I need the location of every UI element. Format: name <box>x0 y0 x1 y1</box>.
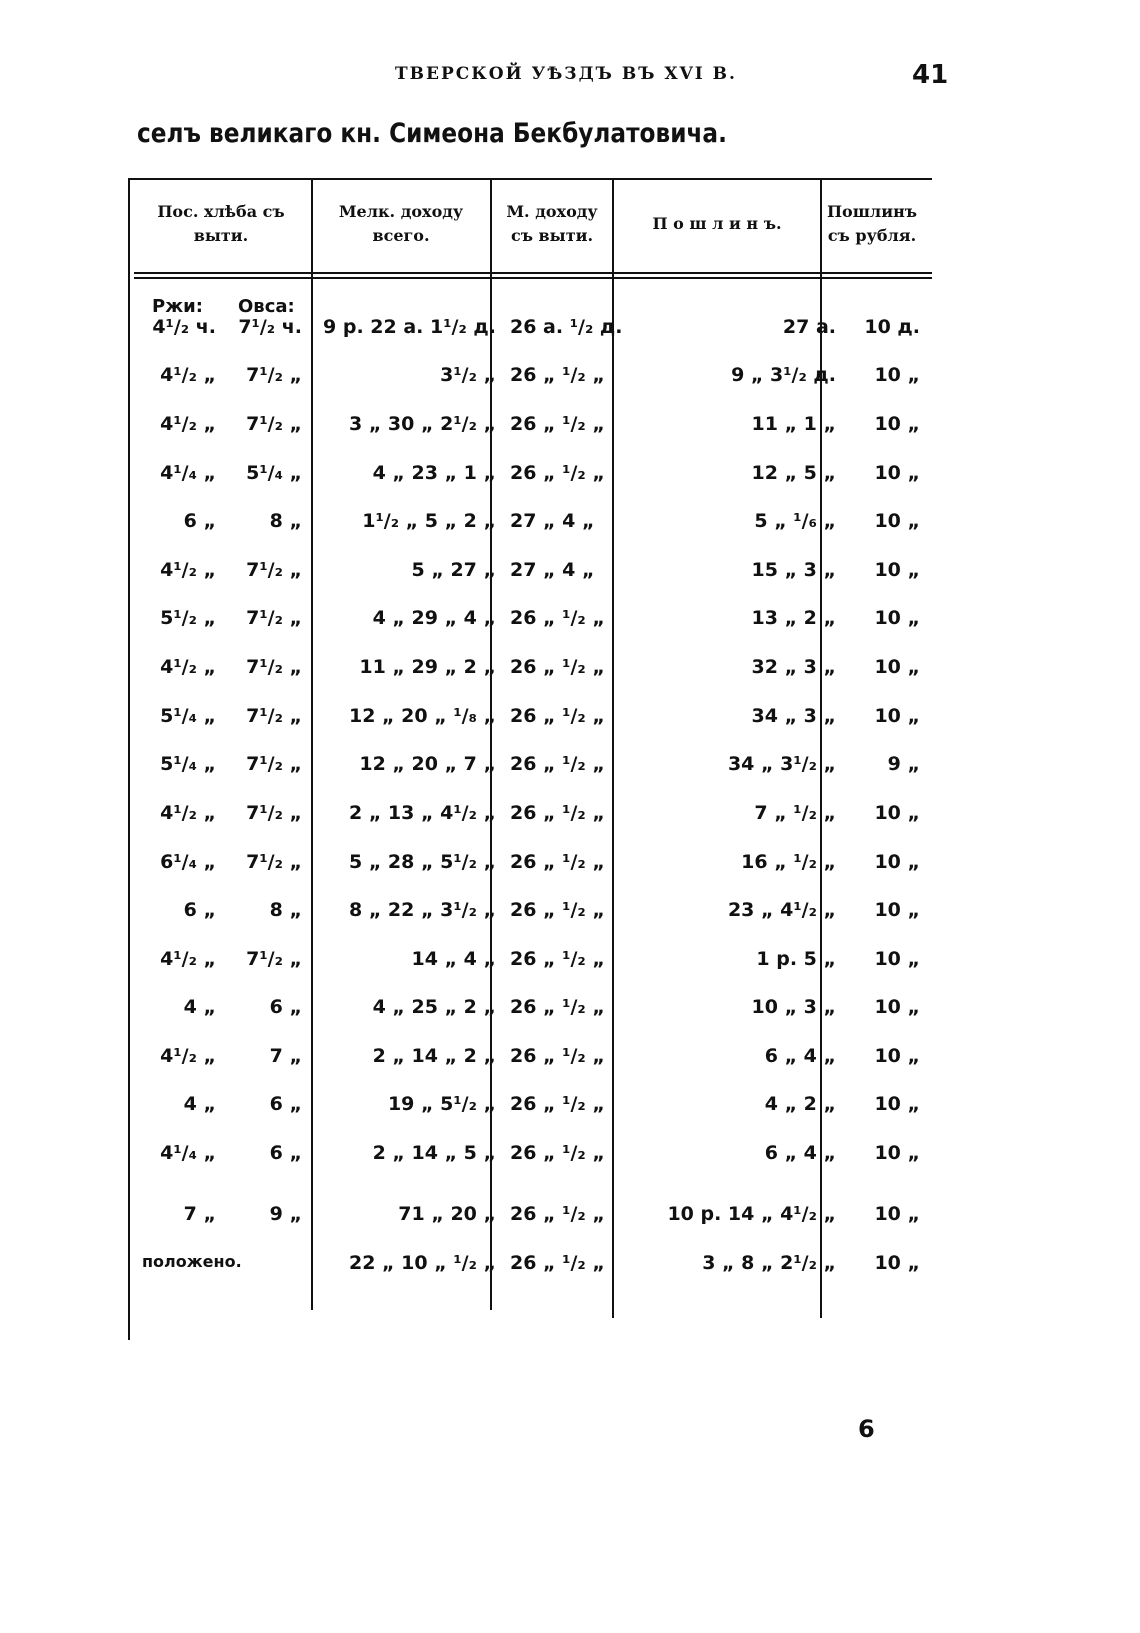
cell-posh: 7 „ ¹/₂ „ <box>754 802 836 824</box>
cell-oats: 7¹/₂ „ <box>246 948 302 970</box>
cell-melk: 19 „ 5¹/₂ „ <box>387 1093 496 1115</box>
cell-posh: 23 „ 4¹/₂ „ <box>727 899 836 921</box>
cell-mdoh: 27 „ 4 „ <box>510 559 595 581</box>
header-line: М. доходу <box>506 202 598 221</box>
cell-posh: 15 „ 3 „ <box>751 559 836 581</box>
cell-mdoh: 26 „ ¹/₂ „ <box>510 1045 605 1067</box>
cell-oats: 7¹/₂ „ <box>246 607 302 629</box>
cell-mdoh: 26 „ ¹/₂ „ <box>510 413 605 435</box>
table-row <box>0 899 1140 929</box>
cell-posh: 12 „ 5 „ <box>751 462 836 484</box>
cell-melk: 14 „ 4 „ <box>411 948 496 970</box>
cell-posh: 6 „ 4 „ <box>764 1142 836 1164</box>
cell-melk: 2 „ 13 „ 4¹/₂ „ <box>349 802 496 824</box>
header-line: Мелк. доходу <box>338 202 464 221</box>
cell-posh: 4 „ 2 „ <box>764 1093 836 1115</box>
cell-rye: 4¹/₂ „ <box>160 559 216 581</box>
cell-posh: 13 „ 2 „ <box>751 607 836 629</box>
cell-rub: 10 „ <box>874 462 920 484</box>
cell-oats: 8 „ <box>269 899 302 921</box>
table-row <box>0 996 1140 1026</box>
header-line: съ рубля. <box>827 226 917 245</box>
cell-rub: 10 д. <box>864 316 920 338</box>
table-row <box>0 364 1140 394</box>
header-line: Пошлинъ <box>826 202 918 221</box>
cell-melk: 12 „ 20 „ ¹/₈ „ <box>349 705 496 727</box>
cell-rye: 4 „ <box>183 996 216 1018</box>
cell-mdoh: 26 „ ¹/₂ „ <box>510 899 605 921</box>
cell-oats: 7¹/₂ ч. <box>238 316 302 338</box>
cell-rub: 10 „ <box>874 1252 920 1274</box>
cell-rub: 10 „ <box>874 1093 920 1115</box>
cell-rub: 10 „ <box>874 656 920 678</box>
cell-mdoh: 26 „ ¹/₂ „ <box>510 851 605 873</box>
table-row <box>0 462 1140 492</box>
cell-rub: 10 „ <box>874 996 920 1018</box>
cell-mdoh: 26 „ ¹/₂ „ <box>510 1252 605 1274</box>
cell-posh: 10 р. 14 „ 4¹/₂ „ <box>667 1203 836 1225</box>
cell-mdoh: 26 „ ¹/₂ „ <box>510 1093 605 1115</box>
cell-rye: 4¹/₂ „ <box>160 802 216 824</box>
cell-posh: 5 „ ¹/₆ „ <box>754 510 836 532</box>
header-line: выти. <box>193 226 249 245</box>
cell-melk: 4 „ 29 „ 4 „ <box>372 607 496 629</box>
cell-oats: 7¹/₂ „ <box>246 802 302 824</box>
cell-melk: 5 „ 28 „ 5¹/₂ „ <box>349 851 496 873</box>
cell-oats: 7¹/₂ „ <box>246 559 302 581</box>
cell-melk: 71 „ 20 „ <box>398 1203 496 1225</box>
page-number: 41 <box>912 60 949 90</box>
table-row <box>0 413 1140 443</box>
page-heading: селъ великаго кн. Симеона Бекбулатовича. <box>137 118 727 149</box>
cell-rye: 5¹/₄ „ <box>160 753 216 775</box>
cell-rub: 10 „ <box>874 705 920 727</box>
header-line: Пос. хлѣба съ <box>157 202 285 221</box>
cell-posh: 34 „ 3¹/₂ „ <box>727 753 836 775</box>
cell-mdoh: 26 „ ¹/₂ „ <box>510 656 605 678</box>
cell-melk: 3 „ 30 „ 2¹/₂ „ <box>349 413 496 435</box>
cell-mdoh: 26 „ ¹/₂ „ <box>510 1203 605 1225</box>
cell-posh: 32 „ 3 „ <box>751 656 836 678</box>
cell-rub: 10 „ <box>874 899 920 921</box>
cell-rub: 10 „ <box>874 510 920 532</box>
cell-mdoh: 26 „ ¹/₂ „ <box>510 705 605 727</box>
cell-rub: 10 „ <box>874 948 920 970</box>
cell-rye: 4¹/₄ „ <box>160 1142 216 1164</box>
cell-posh: 3 „ 8 „ 2¹/₂ „ <box>702 1252 836 1274</box>
table-row <box>0 948 1140 978</box>
cell-rye: 6 „ <box>183 899 216 921</box>
cell-rye: 4¹/₂ „ <box>160 364 216 386</box>
table-row <box>0 1142 1140 1172</box>
cell-mdoh: 26 а. ¹/₂ д. <box>510 316 623 338</box>
cell-posh: 16 „ ¹/₂ „ <box>741 851 836 873</box>
cell-posh: 34 „ 3 „ <box>751 705 836 727</box>
table-row-total <box>0 1252 1140 1282</box>
subheader-oats: Овса: <box>238 296 295 317</box>
cell-oats: 7¹/₂ „ <box>246 364 302 386</box>
table-row <box>0 802 1140 832</box>
table-row <box>0 705 1140 735</box>
table-row <box>0 559 1140 589</box>
cell-rye: 4¹/₂ „ <box>160 948 216 970</box>
cell-melk: 12 „ 20 „ 7 „ <box>359 753 496 775</box>
cell-rye: 6 „ <box>183 510 216 532</box>
table-row <box>0 1203 1140 1233</box>
cell-rye: 4¹/₄ „ <box>160 462 216 484</box>
cell-note: положено. <box>142 1252 242 1271</box>
cell-rub: 10 „ <box>874 607 920 629</box>
cell-melk: 2 „ 14 „ 2 „ <box>372 1045 496 1067</box>
cell-rye: 4¹/₂ „ <box>160 656 216 678</box>
table-row <box>0 753 1140 783</box>
subheader-rye: Ржи: <box>152 296 203 317</box>
cell-rub: 10 „ <box>874 364 920 386</box>
table-row <box>0 607 1140 637</box>
cell-rub: 9 „ <box>887 753 920 775</box>
cell-rub: 10 „ <box>874 851 920 873</box>
header-line: съ выти. <box>510 226 594 245</box>
cell-posh: 6 „ 4 „ <box>764 1045 836 1067</box>
table-row <box>0 656 1140 686</box>
cell-oats: 7¹/₂ „ <box>246 656 302 678</box>
cell-rub: 10 „ <box>874 1203 920 1225</box>
cell-melk: 22 „ 10 „ ¹/₂ „ <box>349 1252 496 1274</box>
cell-rye: 5¹/₄ „ <box>160 705 216 727</box>
cell-oats: 8 „ <box>269 510 302 532</box>
cell-posh: 9 „ 3¹/₂ д. <box>731 364 836 386</box>
cell-oats: 7 „ <box>269 1045 302 1067</box>
cell-mdoh: 27 „ 4 „ <box>510 510 595 532</box>
cell-mdoh: 26 „ ¹/₂ „ <box>510 753 605 775</box>
cell-rye: 4 „ <box>183 1093 216 1115</box>
cell-oats: 6 „ <box>269 1093 302 1115</box>
cell-mdoh: 26 „ ¹/₂ „ <box>510 996 605 1018</box>
cell-rye: 7 „ <box>183 1203 216 1225</box>
cell-melk: 2 „ 14 „ 5 „ <box>372 1142 496 1164</box>
cell-oats: 6 „ <box>269 1142 302 1164</box>
cell-rub: 10 „ <box>874 559 920 581</box>
cell-oats: 7¹/₂ „ <box>246 851 302 873</box>
cell-melk: 4 „ 23 „ 1 „ <box>372 462 496 484</box>
cell-posh: 27 а. <box>782 316 836 338</box>
cell-mdoh: 26 „ ¹/₂ „ <box>510 462 605 484</box>
cell-rye: 6¹/₄ „ <box>160 851 216 873</box>
cell-oats: 6 „ <box>269 996 302 1018</box>
table-row <box>0 316 1140 346</box>
cell-melk: 8 „ 22 „ 3¹/₂ „ <box>349 899 496 921</box>
cell-rub: 10 „ <box>874 802 920 824</box>
table-row <box>0 851 1140 881</box>
cell-mdoh: 26 „ ¹/₂ „ <box>510 364 605 386</box>
cell-oats: 7¹/₂ „ <box>246 705 302 727</box>
cell-oats: 9 „ <box>269 1203 302 1225</box>
cell-melk: 1¹/₂ „ 5 „ 2 „ <box>362 510 496 532</box>
cell-posh: 1 р. 5 „ <box>756 948 836 970</box>
header-line: всего. <box>372 226 430 245</box>
cell-rub: 10 „ <box>874 1142 920 1164</box>
cell-rye: 5¹/₂ „ <box>160 607 216 629</box>
cell-mdoh: 26 „ ¹/₂ „ <box>510 607 605 629</box>
cell-rye: 4¹/₂ „ <box>160 413 216 435</box>
running-head: ТВЕРСКОЙ УѢЗДЪ ВЪ XVI В. <box>395 64 737 84</box>
table-row <box>0 510 1140 540</box>
cell-melk: 4 „ 25 „ 2 „ <box>372 996 496 1018</box>
cell-posh: 11 „ 1 „ <box>751 413 836 435</box>
cell-melk: 3¹/₂ „ <box>440 364 496 386</box>
cell-mdoh: 26 „ ¹/₂ „ <box>510 802 605 824</box>
cell-melk: 11 „ 29 „ 2 „ <box>359 656 496 678</box>
cell-oats: 7¹/₂ „ <box>246 413 302 435</box>
cell-rub: 10 „ <box>874 413 920 435</box>
cell-melk: 9 р. 22 а. 1¹/₂ д. <box>323 316 496 338</box>
header-duties: П о ш л и н ъ. <box>652 214 782 233</box>
cell-rye: 4¹/₂ „ <box>160 1045 216 1067</box>
cell-melk: 5 „ 27 „ <box>411 559 496 581</box>
cell-posh: 10 „ 3 „ <box>751 996 836 1018</box>
cell-oats: 5¹/₄ „ <box>246 462 302 484</box>
table-row <box>0 1045 1140 1075</box>
cell-mdoh: 26 „ ¹/₂ „ <box>510 948 605 970</box>
cell-mdoh: 26 „ ¹/₂ „ <box>510 1142 605 1164</box>
cell-oats: 7¹/₂ „ <box>246 753 302 775</box>
signature-mark: 6 <box>858 1415 875 1443</box>
table-row <box>0 1093 1140 1123</box>
cell-rye: 4¹/₂ ч. <box>152 316 216 338</box>
cell-rub: 10 „ <box>874 1045 920 1067</box>
